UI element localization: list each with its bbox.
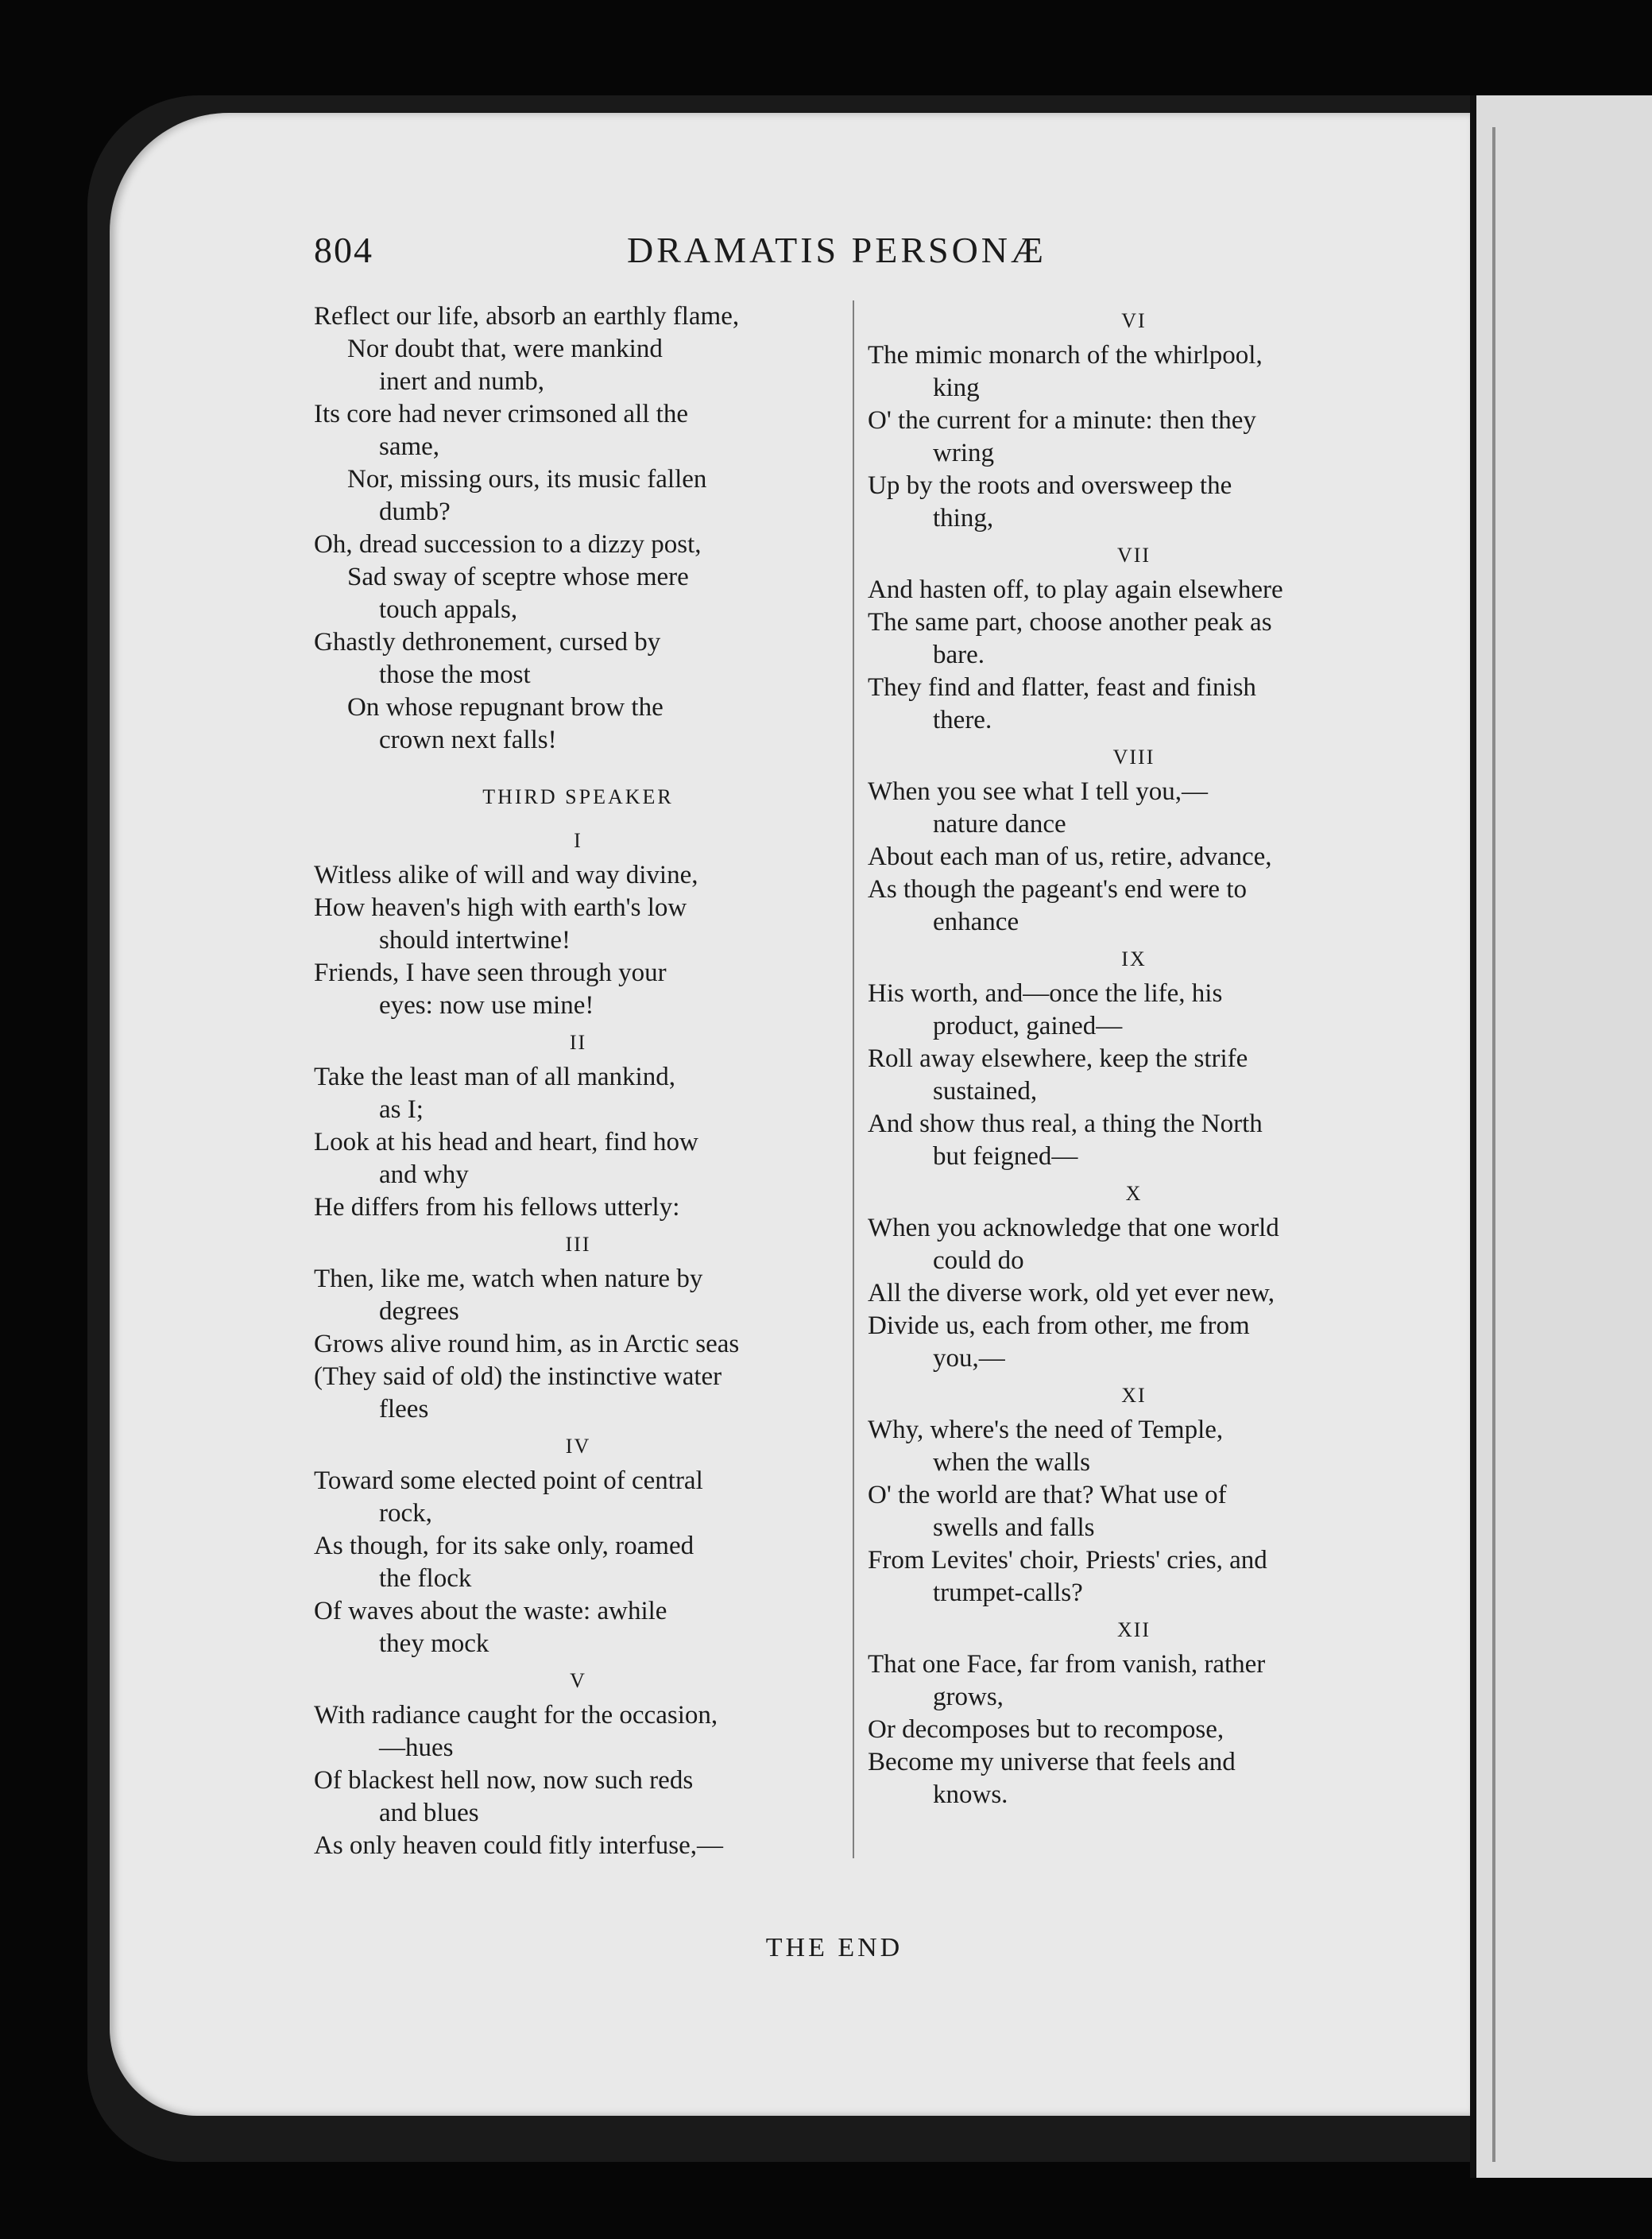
verse-line: could do	[933, 1246, 1024, 1275]
verse-line: rock,	[379, 1499, 432, 1528]
verse-line: king	[933, 374, 980, 402]
verse-line: enhance	[933, 908, 1019, 936]
verse-line: should intertwine!	[379, 926, 571, 955]
verse-line: but feigned—	[933, 1142, 1078, 1171]
verse-line: —hues	[379, 1733, 454, 1762]
stanza-number: XII	[1116, 1618, 1151, 1641]
page-number: 804	[314, 230, 373, 270]
gutter-line	[1492, 127, 1495, 2162]
verse-line: Of blackest hell now, now such reds	[314, 1766, 694, 1795]
stanza-number: VII	[1116, 544, 1151, 567]
right-text-column	[868, 300, 1400, 1811]
verse-line: He differs from his fellows utterly:	[314, 1193, 680, 1222]
verse-line: Become my universe that feels and	[868, 1748, 1236, 1776]
verse-line: They find and flatter, feast and finish	[868, 673, 1256, 702]
verse-line: inert and numb,	[379, 367, 545, 396]
stanza-number: III	[565, 1233, 591, 1256]
verse-line: As though the pageant's end were to	[868, 875, 1247, 904]
verse-line: On whose repugnant brow the	[347, 693, 664, 722]
stanza-number: VI	[1121, 309, 1147, 332]
verse-line: product, gained—	[933, 1012, 1123, 1040]
verse-line: Toward some elected point of central	[314, 1466, 703, 1495]
verse-line: And hasten off, to play again elsewhere	[868, 575, 1283, 604]
verse-line: Witless alike of will and way divine,	[314, 861, 698, 889]
verse-line: When you see what I tell you,—	[868, 777, 1208, 806]
stanza-number: XI	[1121, 1384, 1147, 1407]
verse-line: same,	[379, 432, 440, 461]
verse-line: That one Face, far from vanish, rather	[868, 1650, 1266, 1679]
verse-line: Divide us, each from other, me from	[868, 1311, 1250, 1340]
stanza-number: V	[570, 1669, 586, 1692]
verse-line: The same part, choose another peak as	[868, 608, 1272, 637]
verse-line: Of waves about the waste: awhile	[314, 1597, 667, 1625]
left-text-column	[314, 300, 842, 1862]
verse-line: O' the world are that? What use of	[868, 1481, 1227, 1509]
stanza-number: I	[574, 829, 582, 852]
verse-line: Up by the roots and oversweep the	[868, 471, 1232, 500]
verse-line: The mimic monarch of the whirlpool,	[868, 341, 1263, 370]
verse-line: bare.	[933, 641, 985, 669]
verse-line: How heaven's high with earth's low	[314, 893, 687, 922]
verse-line: Friends, I have seen through your	[314, 959, 667, 987]
verse-line: (They said of old) the instinctive water	[314, 1362, 722, 1391]
facing-page-edge	[1476, 95, 1652, 2178]
verse-line: Look at his head and heart, find how	[314, 1128, 698, 1156]
verse-line: Reflect our life, absorb an earthly flame,	[314, 302, 740, 331]
verse-line: Take the least man of all mankind,	[314, 1063, 675, 1091]
verse-line: and blues	[379, 1799, 479, 1827]
verse-line: Then, like me, watch when nature by	[314, 1265, 703, 1293]
verse-line: nature dance	[933, 810, 1066, 839]
verse-line: O' the current for a minute: then they	[868, 406, 1256, 435]
verse-line: His worth, and—once the life, his	[868, 979, 1223, 1008]
stanza-number: II	[569, 1031, 587, 1054]
verse-line: and why	[379, 1160, 469, 1189]
verse-line: With radiance caught for the occasion,	[314, 1701, 718, 1730]
verse-line: dumb?	[379, 498, 451, 526]
verse-line: touch appals,	[379, 595, 518, 624]
verse-line: flees	[379, 1395, 429, 1424]
verse-line: As though, for its sake only, roamed	[314, 1532, 694, 1560]
column-divider	[853, 300, 854, 1858]
end-marker: THE END	[765, 1933, 903, 1962]
verse-line: thing,	[933, 504, 994, 533]
verse-line: knows.	[933, 1780, 1008, 1809]
stanza-number: VIII	[1112, 746, 1155, 769]
verse-line: And show thus real, a thing the North	[868, 1110, 1263, 1138]
verse-line: Grows alive round him, as in Arctic seas	[314, 1330, 740, 1358]
verse-line: there.	[933, 706, 992, 734]
verse-line: eyes: now use mine!	[379, 991, 594, 1020]
verse-line: as I;	[379, 1095, 424, 1124]
page-header	[314, 229, 1108, 277]
verse-line: Ghastly dethronement, cursed by	[314, 628, 661, 657]
verse-line: they mock	[379, 1629, 489, 1658]
verse-line: Why, where's the need of Temple,	[868, 1416, 1224, 1444]
stanza-number: IV	[565, 1435, 591, 1458]
verse-line: Oh, dread succession to a dizzy post,	[314, 530, 702, 559]
verse-line: swells and falls	[933, 1513, 1095, 1542]
verse-line: sustained,	[933, 1077, 1038, 1106]
verse-line: Nor, missing ours, its music fallen	[347, 465, 707, 494]
verse-line: those the most	[379, 660, 531, 689]
verse-line: Roll away elsewhere, keep the strife	[868, 1044, 1248, 1073]
stanza-number: IX	[1121, 947, 1147, 970]
verse-line: wring	[933, 439, 994, 467]
verse-line: trumpet-calls?	[933, 1579, 1083, 1607]
verse-line: Its core had never crimsoned all the	[314, 400, 688, 428]
verse-line: All the diverse work, old yet ever new,	[868, 1279, 1275, 1307]
verse-line: Nor doubt that, were mankind	[347, 335, 663, 363]
stanza-number: X	[1125, 1182, 1143, 1205]
verse-line: you,—	[933, 1344, 1005, 1373]
verse-line: the flock	[379, 1564, 472, 1593]
verse-line: when the walls	[933, 1448, 1090, 1477]
verse-line: As only heaven could fitly interfuse,—	[314, 1831, 724, 1860]
running-title: DRAMATIS PERSONÆ	[627, 230, 1047, 270]
verse-line: degrees	[379, 1297, 459, 1326]
verse-line: crown next falls!	[379, 726, 557, 754]
verse-line: Sad sway of sceptre whose mere	[347, 563, 689, 591]
verse-line: Or decomposes but to recompose,	[868, 1715, 1224, 1744]
verse-line: From Levites' choir, Priests' cries, and	[868, 1546, 1267, 1575]
section-heading: THIRD SPEAKER	[482, 785, 674, 808]
gutter-shadow	[1470, 95, 1476, 2178]
verse-line: grows,	[933, 1683, 1004, 1711]
verse-line: When you acknowledge that one world	[868, 1214, 1279, 1242]
verse-line: About each man of us, retire, advance,	[868, 843, 1272, 871]
